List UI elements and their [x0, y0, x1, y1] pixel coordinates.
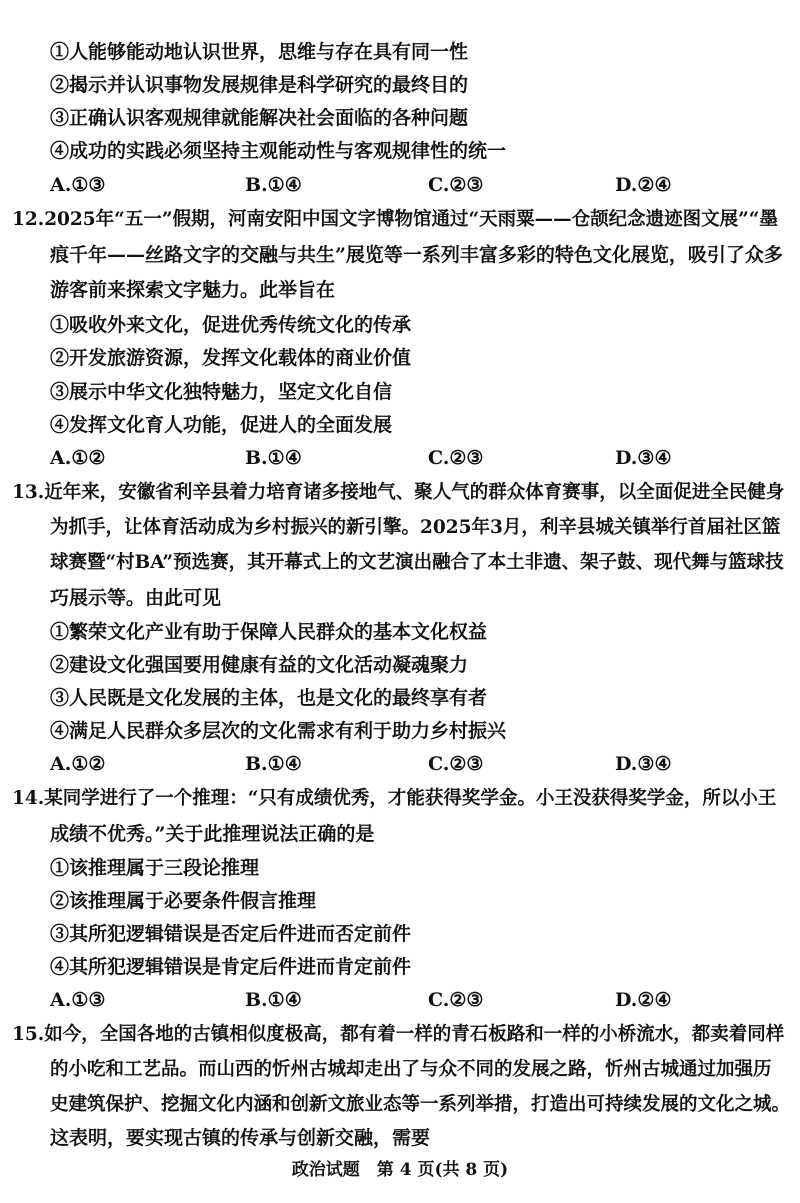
q12-stem-line-2: 痕千年——丝路文字的交融与共生”展览等一系列丰富多彩的特色文化展览，吸引了众多: [50, 244, 783, 266]
q12-option-a: A.①②: [50, 447, 106, 469]
q14-option-d: D.②④: [615, 989, 672, 1011]
q12-option-d: D.③④: [615, 447, 672, 469]
q13-stem-text-1: 近年来，安徽省利辛县着力培育诸多接地气、聚人气的群众体育赛事，以全面促进全民健身: [44, 482, 785, 503]
q14-item-1: ①该推理属于三段论推理: [50, 857, 260, 879]
q13-option-d: D.③④: [615, 753, 672, 775]
q13-stem-line-1: [12, 481, 784, 505]
q12-option-b: B.①④: [245, 447, 302, 469]
q13-options: [50, 752, 750, 776]
q12-options: [50, 446, 750, 470]
q12-stem-line-1: [12, 208, 778, 232]
q14-stem-text-1: 某同学进行了一个推理：“只有成绩优秀，才能获得奖学金。小王没获得奖学金，所以小王: [44, 788, 777, 809]
q14-number: 14.: [12, 788, 45, 809]
q15-stem-line-3: 史建筑保护、挖掘文化内涵和创新文旅业态等一系列举措，打造出可持续发展的文化之城。: [50, 1094, 791, 1115]
q12-number: 12.: [12, 209, 45, 230]
q12-stem-line-3: 游客前来探索文字魅力。此举旨在: [50, 279, 336, 301]
q13-item-2: ②建设文化强国要用健康有益的文化活动凝魂聚力: [50, 654, 469, 676]
q12-item-3: ③展示中华文化独特魅力，坚定文化自信: [50, 381, 393, 403]
q13-number: 13.: [12, 482, 45, 503]
q11-option-c: C.②③: [428, 174, 484, 196]
q13-item-3: ③人民既是文化发展的主体，也是文化的最终享有者: [50, 687, 488, 709]
q13-option-a: A.①②: [50, 753, 106, 775]
q12-item-4: ④发挥文化育人功能，促进人的全面发展: [50, 414, 393, 436]
q14-options: [50, 988, 750, 1012]
q11-options: [50, 173, 750, 197]
q11-option-b: B.①④: [245, 174, 302, 196]
q15-stem-line-2: 的小吃和工艺品。而山西的忻州古城却走出了与众不同的发展之路，忻州古城通过加强历: [50, 1059, 772, 1080]
q11-item-4: ④成功的实践必须坚持主观能动性与客观规律性的统一: [50, 140, 507, 162]
q14-item-4: ④其所犯逻辑错误是肯定后件进而肯定前件: [50, 956, 412, 978]
q13-stem-line-4: 巧展示等。由此可见: [50, 587, 222, 609]
q11-option-d: D.②④: [615, 174, 672, 196]
q15-stem-line-1: [12, 1023, 784, 1047]
q12-item-2: ②开发旅游资源，发挥文化载体的商业价值: [50, 347, 412, 369]
q15-stem-text-1: 如今，全国各地的古镇相似度极高，都有着一样的青石板路和一样的小桥流水，都卖着同样: [44, 1024, 785, 1045]
q13-stem-line-3: 球赛暨“村BA”预选赛，其开幕式上的文艺演出融合了本土非遗、架子鼓、现代舞与篮球技: [50, 552, 784, 573]
q14-option-b: B.①④: [245, 989, 302, 1011]
q14-item-2: ②该推理属于必要条件假言推理: [50, 890, 317, 912]
q14-option-a: A.①③: [50, 989, 106, 1011]
q12-stem-text-1: 2025年“五一”假期，河南安阳中国文字博物馆通过“天雨粟——仓颉纪念遗迹图文展”“墨: [44, 209, 778, 230]
q15-stem-line-4: 这表明，要实现古镇的传承与创新交融，需要: [50, 1127, 431, 1149]
q13-option-c: C.②③: [428, 753, 484, 775]
page-footer: 政治试题 第 4 页(共 8 页): [291, 1160, 509, 1180]
q14-option-c: C.②③: [428, 989, 484, 1011]
q14-stem-line-2: 成绩不优秀。”关于此推理说法正确的是: [50, 823, 375, 845]
q11-item-1: ①人能够能动地认识世界，思维与存在具有同一性: [50, 41, 469, 63]
q13-option-b: B.①④: [245, 753, 302, 775]
q11-item-3: ③正确认识客观规律就能解决社会面临的各种问题: [50, 107, 469, 129]
q11-option-a: A.①③: [50, 174, 106, 196]
q12-item-1: ①吸收外来文化，促进优秀传统文化的传承: [50, 314, 412, 336]
q13-stem-line-2: 为抓手，让体育活动成为乡村振兴的新引擎。2025年3月，利辛县城关镇举行首届社区篮: [50, 517, 781, 538]
q11-item-2: ②揭示并认识事物发展规律是科学研究的最终目的: [50, 74, 469, 96]
q13-item-4: ④满足人民群众多层次的文化需求有利于助力乡村振兴: [50, 720, 507, 742]
q14-stem-line-1: [12, 787, 776, 811]
q15-number: 15.: [12, 1024, 45, 1045]
q14-item-3: ③其所犯逻辑错误是否定后件进而否定前件: [50, 923, 412, 945]
q12-option-c: C.②③: [428, 447, 484, 469]
q13-item-1: ①繁荣文化产业有助于保障人民群众的基本文化权益: [50, 621, 488, 643]
